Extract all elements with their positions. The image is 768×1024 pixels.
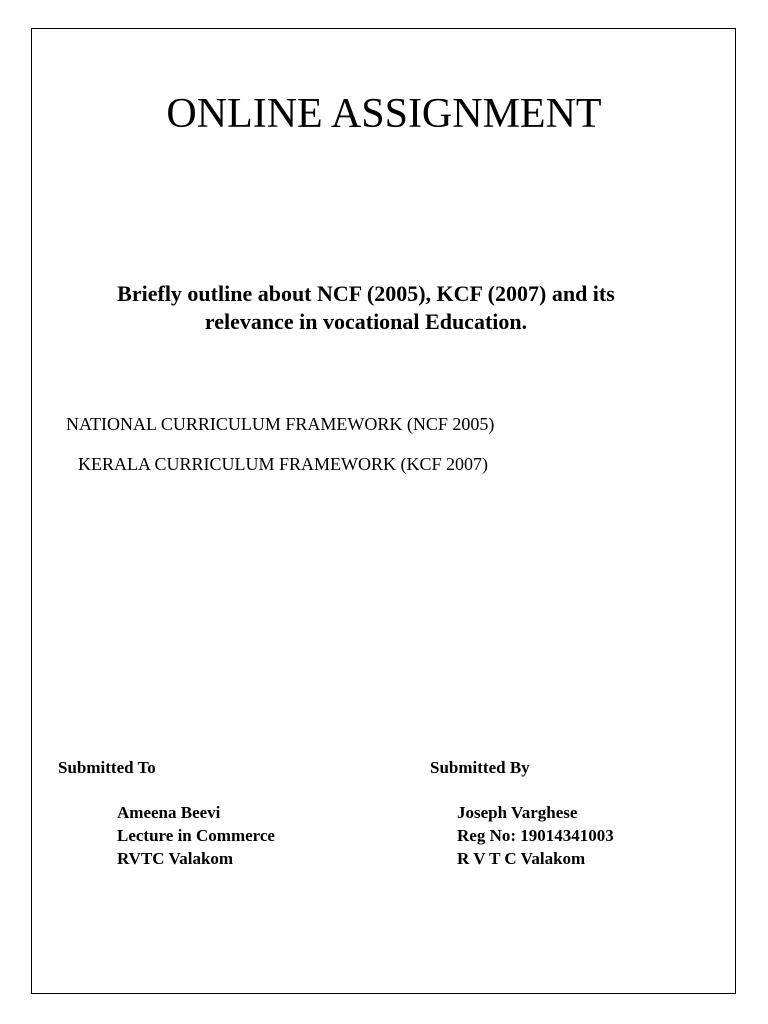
heading-kcf: KERALA CURRICULUM FRAMEWORK (KCF 2007) [78,454,489,474]
question-line-2: relevance in vocational Education. [204,309,528,334]
submitted-by-label: Submitted By [430,758,530,777]
heading-ncf: NATIONAL CURRICULUM FRAMEWORK (NCF 2005) [66,414,495,434]
recipient-name: Ameena Beevi [117,803,221,822]
question-line-1: Briefly outline about NCF (2005), KCF (2007) and its [117,281,615,306]
submitted-to-label: Submitted To [58,758,156,777]
submitted-by-details [457,801,614,870]
author-institution: R V T C Valakom [457,849,586,868]
author-reg-no: Reg No: 19014341003 [457,826,614,845]
submitted-to-details [117,801,275,870]
assignment-question [0,280,732,336]
recipient-designation: Lecture in Commerce [117,826,275,845]
recipient-institution: RVTC Valakom [117,849,234,868]
document-title: ONLINE ASSIGNMENT [166,91,602,137]
author-name: Joseph Varghese [457,803,578,822]
